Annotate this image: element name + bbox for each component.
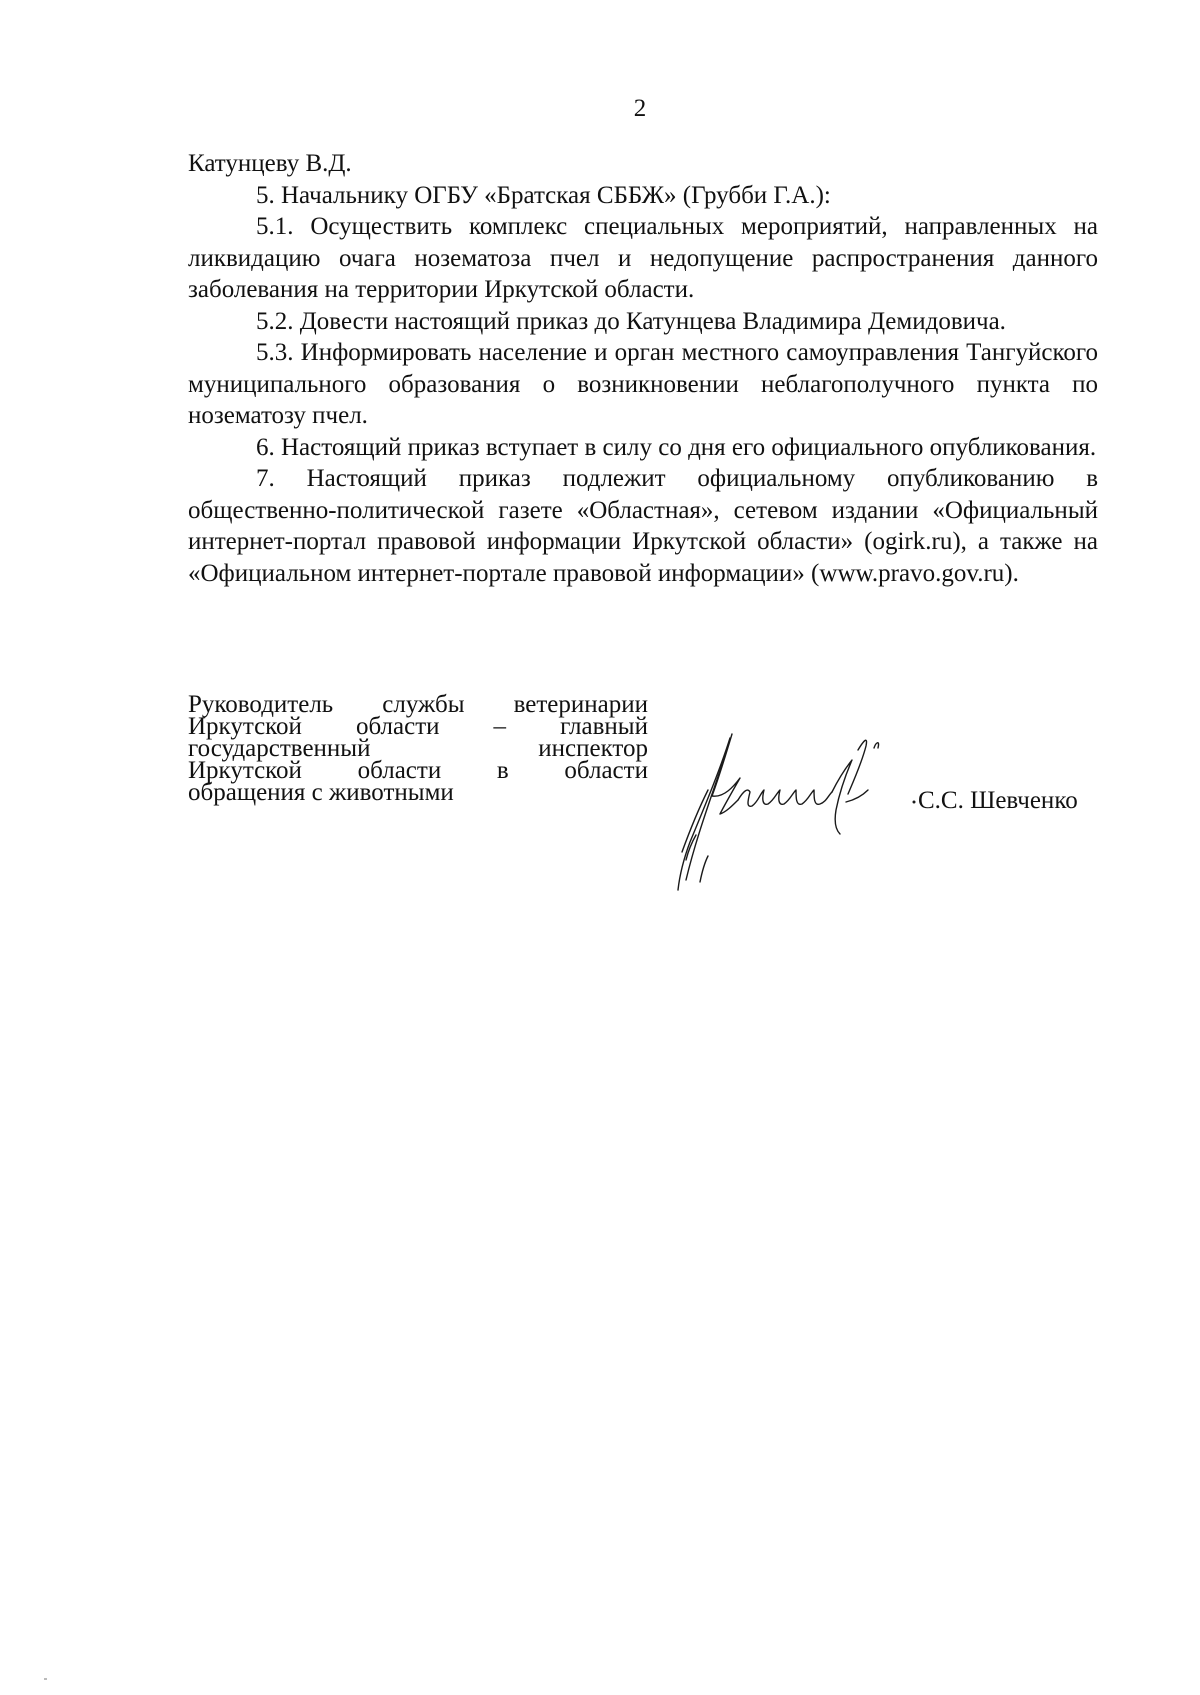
position-word: государственный [188, 735, 371, 762]
position-word: ветеринарии [513, 691, 648, 718]
position-word: области [355, 713, 440, 740]
paragraph-item-5: 5. Начальнику ОГБУ «Братская СББЖ» (Грубби Г.А.): [256, 181, 831, 209]
paragraph-addressee: Катунцеву В.Д. [188, 150, 352, 177]
signatory-position [188, 691, 648, 806]
paragraph-item-5-2: 5.2. Довести настоящий приказ до Катунцева Владимира Демидовича. [256, 307, 1006, 335]
position-word: обращения с животными [188, 779, 454, 806]
paragraph-item-6: 6. Настоящий приказ вступает в силу со дня его официального опубликования. [256, 433, 1097, 461]
position-word: Иркутской [188, 757, 302, 784]
position-word: в [496, 757, 509, 784]
position-word: службы [382, 691, 465, 718]
page-number: 2 [633, 95, 647, 122]
paragraph-item-7: 7. Настоящий приказ подлежит официальному опубликованию в общественно-политической газете «Областная», сетевом издании «Официальный интернет-портал правовой информации Иркутской области» (ogirk.ru), а также на «Официальном интернет-портале правовой информации» (www.pravo.gov.ru). [188, 465, 1098, 587]
scan-artifact [44, 1678, 47, 1680]
paragraph-item-5-3: 5.3. Информировать население и орган местного самоуправления Тангуйского муниципального образования о возникновении неблагополучного пункта по нозематозу пчел. [188, 339, 1098, 429]
position-word: Иркутской [188, 713, 302, 740]
position-word: инспектор [538, 735, 648, 762]
signer-name: С.С. Шевченко [918, 787, 1078, 814]
position-word: Руководитель [188, 691, 334, 718]
handwritten-signature [668, 730, 918, 905]
paragraph-item-5-1: 5.1. Осуществить комплекс специальных мероприятий, направленных на ликвидацию очага нозематоза пчел и недопущение распространения данного заболевания на территории Иркутской области. [188, 213, 1098, 303]
position-line [188, 779, 648, 806]
position-word: главный [560, 713, 648, 740]
position-word: области [564, 757, 648, 784]
document-body [188, 148, 1098, 589]
position-word: области [357, 757, 442, 784]
position-word: – [493, 713, 507, 740]
